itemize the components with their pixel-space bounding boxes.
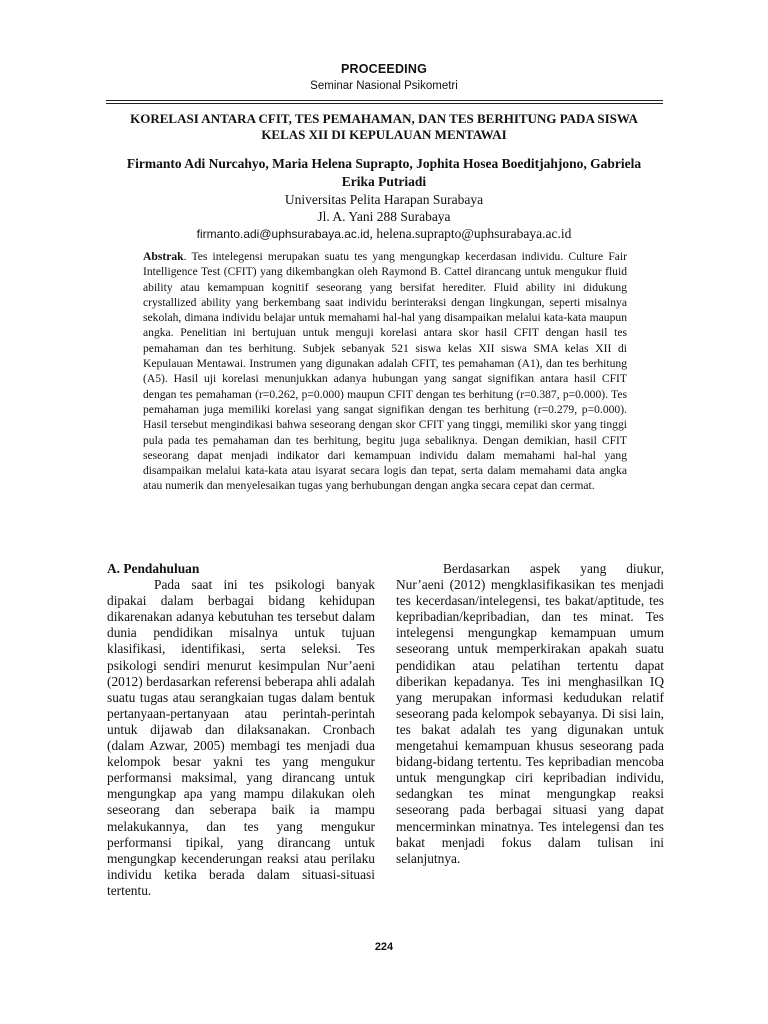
abstract	[143, 249, 627, 494]
column-left	[107, 561, 375, 899]
column-right	[396, 561, 664, 867]
page-number: 224	[374, 941, 394, 953]
university-address: Jl. A. Yani 288 Surabaya	[317, 209, 451, 224]
abstract-text: . Tes intelegensi merupakan suatu tes yang mengungkap kecerdasan individu. Culture Fair Intelligence Test (CFIT) yang dikembangkan oleh Raymond B. Cattel dirancang untuk mengukur fluid ability atau kemampuan kognitif seseorang yang bersifat herediter. Fluid ability ini didukung crystallized ability yang berkembang saat individu berinteraksi dengan lingkungan, seperti misalnya sekolah, dimana individu belajar untuk memahami hal-hal yang disampaikan melalui kata-kata maupun angka. Penelitian ini bertujuan untuk menguji korelasi antara skor hasil CFIT dengan hasil tes pemahaman dan tes berhitung. Subjek sebanyak 521 siswa kelas XII siswa SMA kelas XII di Kepulauan Mentawai. Instrumen yang digunakan adalah CFIT, tes pemahaman (A1), dan tes berhitung (A5). Hasil uji korelasi menunjukkan adanya hubungan yang sangat signifikan antara hasil CFIT dengan tes pemahaman (r=0.262, p=0.000) maupun CFIT dengan tes berhitung (r=0.387, p=0.000). Tes pemahaman juga memiliki korelasi yang sangat signifikan dengan tes berhitung (r=0.279, p=0.000). Hasil tersebut mengindikasi bahwa seseorang dengan skor CFIT yang tinggi, memiliki skor yang tinggi pula pada tes pemahaman dan tes berhitung, begitu juga sebaliknya. Dengan demikian, hasil CFIT seseorang dapat menjadi indikator dari kemampuan individu dalam memahami hal-hal yang disampaikan melalui kata-kata atau isyarat secara logis dan tepat, serta dalam memahami data angka atau numerik dan menyelesaikan tugas yang berhubungan dengan angka secara cepat dan cermat.	[143, 250, 627, 493]
intro-paragraph-left: Pada saat ini tes psikologi banyak dipakai dalam berbagai bidang kehidupan dikarenakan adanya kebutuhan tes tersebut dalam dunia pendidikan misalnya untuk tujuan klasifikasi, identifikasi, serta seleksi. Tes psikologi sendiri menurut kesimpulan Nur’aeni (2012) berdasarkan referensi beberapa ahli adalah suatu tugas atau serangkaian tugas dalam bentuk pertanyaan-pertanyaan atau perintah-perintah untuk dijawab dan dilaksanakan. Cronbach (dalam Azwar, 2005) membagi tes menjadi dua kelompok besar yakni tes yang mengukur performansi maksimal, yang dirancang untuk mengungkap apa yang mampu dilakukan oleh seseorang dan seberapa baik ia mampu melakukannya, dan tes yang mengukur performansi tipikal, yang dirancang untuk mengungkap kecenderungan reaksi atau perilaku individu ketika berada dalam situasi-situasi tertentu.	[107, 577, 375, 898]
email-link-1[interactable]: firmanto.adi@uphsurabaya.ac.id	[196, 227, 370, 241]
authors-line: Erika Putriadi	[341, 174, 427, 189]
seminar-name: Seminar Nasional Psikometri	[310, 80, 458, 92]
paper-title-line: KORELASI ANTARA CFIT, TES PEMAHAMAN, DAN TES BERHITUNG PADA SISWA	[130, 111, 638, 126]
abstract-label: Abstrak	[143, 250, 184, 263]
paper-title-line: KELAS XII DI KEPULAUAN MENTAWAI	[261, 127, 507, 142]
email-link-2[interactable]: helena.suprapto@uphsurabaya.ac.id	[376, 226, 572, 241]
proceeding-label: PROCEEDING	[340, 62, 428, 76]
paper-authors	[104, 155, 664, 191]
email-separator: ,	[369, 226, 377, 241]
university-name: Universitas Pelita Harapan Surabaya	[284, 192, 484, 207]
paper-title	[104, 111, 664, 143]
intro-paragraph-right: Berdasarkan aspek yang diukur, Nur’aeni (2012) mengklasifikasikan tes menjadi tes kecerdasan/intelegensi, tes bakat/aptitude, tes kepribadian/kepribadian, dan tes minat. Tes intelegensi mengungkap kemampuan umum seseorang untuk memperkirakan apakah suatu pendidikan atau pelatihan tertentu dapat diberikan kepadanya. Tes ini menghasilkan IQ yang merupakan informasi kedudukan relatif seseorang pada kelompok sebayanya. Di sisi lain, tes bakat adalah tes yang digunakan untuk mengetahui kemampuan khusus seseorang pada bidang-bidang tertentu. Tes kepribadian mencoba untuk mengungkap ciri kepribadian individu, sedangkan tes minat mengungkap reaksi seseorang pada berbagai situasi yang dapat mencerminkan minatnya. Tes intelegensi dan tes bakat menjadi fokus dalam tulisan ini selanjutnya.	[396, 561, 664, 866]
affiliation	[104, 191, 664, 243]
header-rule-top	[106, 100, 663, 101]
header-rule-bottom	[106, 103, 663, 104]
section-heading: A. Pendahuluan	[107, 561, 200, 576]
authors-line: Firmanto Adi Nurcahyo, Maria Helena Suprapto, Jophita Hosea Boeditjahjono, Gabriela	[126, 156, 642, 171]
email-line	[104, 225, 664, 243]
